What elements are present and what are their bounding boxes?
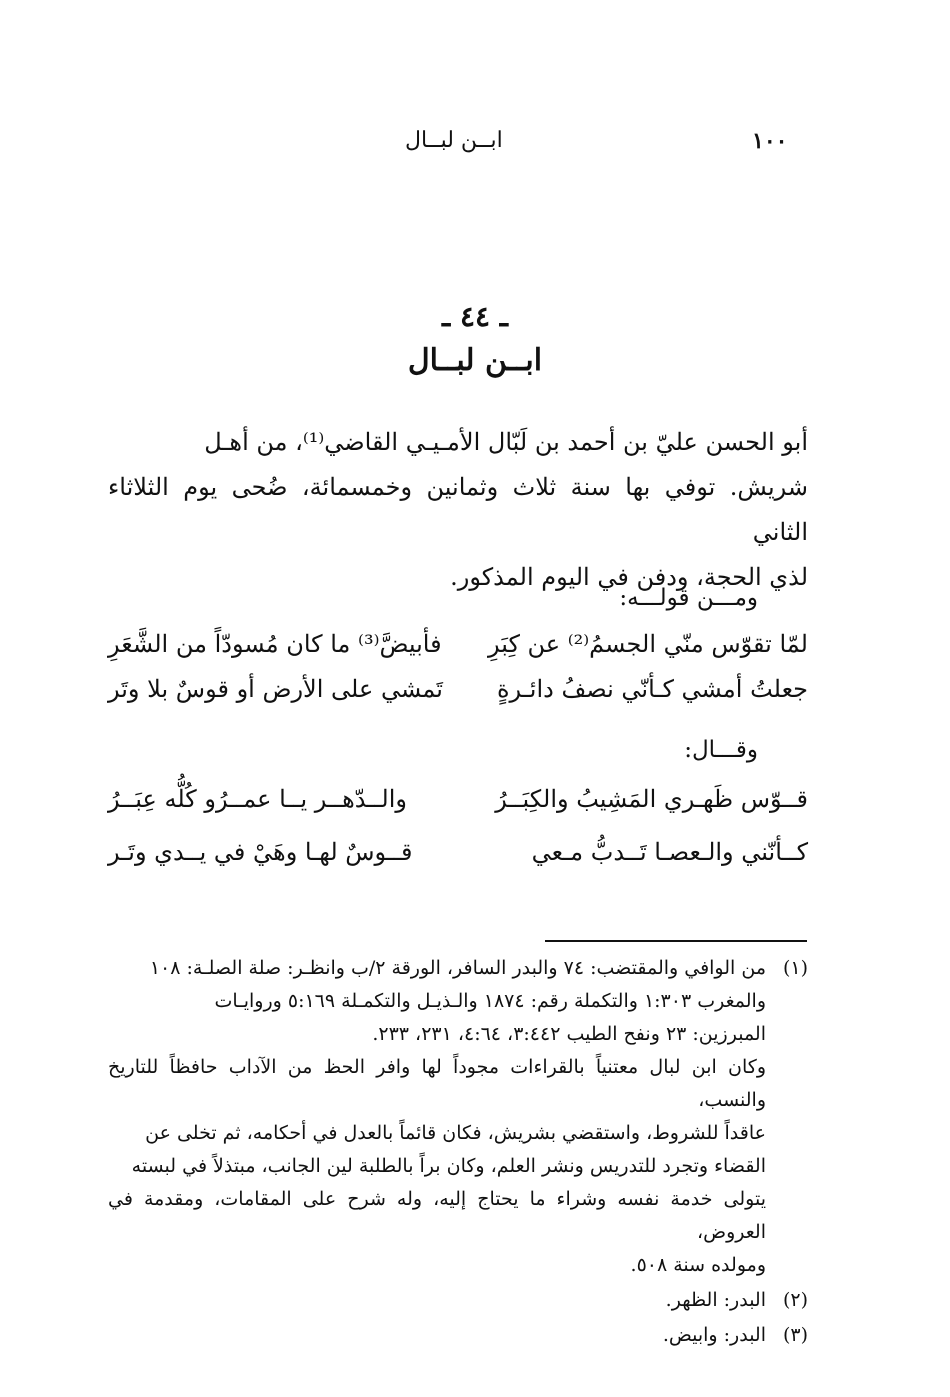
verse-first-hemistich: لمّا تقوّس منّي الجسمُ⁽²⁾ عن كِبَرِ <box>487 630 808 658</box>
footnote-number: (١) <box>782 957 808 979</box>
verse-line <box>108 630 808 670</box>
running-head <box>0 128 950 162</box>
footnote-line: من الوافي والمقتضب: ٧٤ والبدر السافر، الورقة ٢/ب وانظـر: صلة الصلـة: ١٠٨ <box>149 957 766 979</box>
poem-intro: وقـــال: <box>684 737 758 763</box>
footnote-line: البدر: الظهر. <box>665 1289 766 1311</box>
footnotes <box>108 952 808 1354</box>
poem-intro: ومـــن قولـــه: <box>619 585 758 611</box>
verse-first-hemistich: قــوّس ظَهـري المَشِيبُ والكِبَــرُ <box>495 785 808 813</box>
verse-line <box>108 675 808 715</box>
footnote-1 <box>108 952 808 1282</box>
footnote-line: والمغرب ١:٣٠٣ والتكملة رقم: ١٨٧٤ والـذيـل والتكمـلة ٥:١٦٩ وروايـات <box>214 990 766 1012</box>
footnote-line: عاقداً للشروط، واستقضي بشريش، فكان قائماً بالعدل في أحكامه، ثم تخلى عن <box>145 1122 766 1144</box>
footnote-line: وكان ابن لبال معتنياً بالقراءات مجوداً لها وافر الحظ من الآداب حافظاً للتاريخ والنسب، <box>108 1056 766 1111</box>
footnote-line: البدر: وابيض. <box>662 1324 766 1346</box>
verse-line <box>108 785 808 825</box>
footnote-2 <box>108 1284 808 1317</box>
footnote-line: القضاء وتجرد للتدريس ونشر العلم، وكان براً بالطلبة لين الجانب، مبتذلاً في لبسته <box>131 1155 766 1177</box>
verse-first-hemistich: كــأنّني والـعصـا تَــدبُّ مـعي <box>531 838 808 866</box>
entry-title: ابــن لبــال <box>407 343 543 378</box>
page-number: ١٠٠ <box>752 128 788 154</box>
footnote-line: المبرزين: ٢٣ ونفح الطيب ٣:٤٤٢، ٤:٦٤، ٢٣١، ٢٣٣. <box>372 1023 766 1045</box>
footnote-number: (٢) <box>782 1289 808 1311</box>
entry-number: ـ ٤٤ ـ <box>442 300 508 333</box>
biography-line: أبو الحسن عليّ بن أحمد بن لَبّال الأمـيـي القاضي⁽¹⁾، من أهـل <box>204 428 808 456</box>
verse-line <box>108 838 808 878</box>
verse-first-hemistich: جعلتُ أمشي كـأنّي نصفُ دائـرةٍ <box>496 675 808 703</box>
verse-second-hemistich: قــوسٌ لهـا وهَيْ في يــدي وتَـر <box>108 838 413 866</box>
footnote-line: يتولى خدمة نفسه وشراء ما يحتاج إليه، وله شرح على المقامات، ومقدمة في العروض، <box>108 1188 766 1243</box>
biography <box>108 420 808 600</box>
verse-second-hemistich: فأبيضَّ⁽³⁾ ما كان مُسودّاً من الشَّعَرِ <box>108 630 442 658</box>
verse-second-hemistich: والــدّهــر يــا عمــرُو كُلُّه عِبَــرُ <box>108 785 407 813</box>
footnote-divider <box>545 940 807 942</box>
footnote-3 <box>108 1319 808 1352</box>
footnote-line: ومولده سنة ٥٠٨. <box>630 1254 766 1276</box>
running-title: ابــن لبــال <box>405 128 503 153</box>
verse-second-hemistich: تَمشي على الأرض أو قوسٌ بلا وتَر <box>108 675 443 703</box>
footnote-number: (٣) <box>782 1324 808 1346</box>
biography-line: شريش. توفي بها سنة ثلاث وثمانين وخمسمائة، ضُحى يوم الثلاثاء الثاني <box>108 473 808 546</box>
biography-line: لذي الحجة، ودفن في اليوم المذكور. <box>450 563 808 591</box>
